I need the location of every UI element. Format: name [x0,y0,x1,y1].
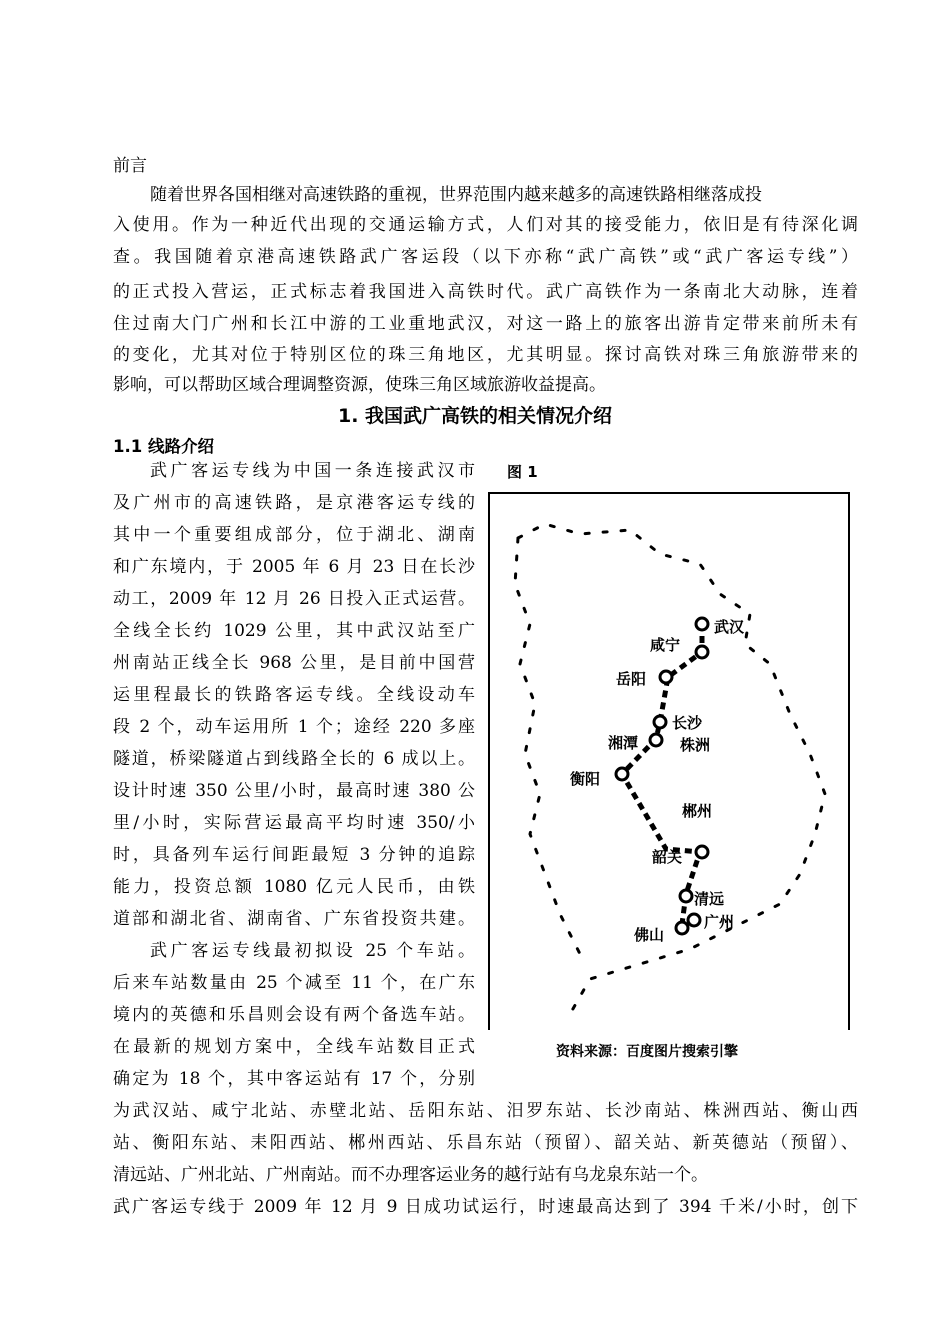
body-line: 运里程最长的铁路客运专线。全线设动车 [113,685,475,705]
station-label: 韶关 [652,848,683,866]
rail-line [622,624,702,924]
station-label: 湘潭 [608,734,639,752]
station-label: 长沙 [672,714,703,732]
body-line: 全线全长约 1029 公里，其中武汉站至广 [113,621,475,641]
body-line: 后来车站数量由 25 个减至 11 个，在广东 [113,973,475,993]
body-line: 州南站正线全长 968 公里，是目前中国营 [113,653,475,673]
station-marker [650,734,662,746]
body-line: 为武汉站、咸宁北站、赤壁北站、岳阳东站、汨罗东站、长沙南站、株洲西站、衡山西 [113,1101,858,1121]
body-line: 确定为 18 个，其中客运站有 17 个，分别 [113,1069,475,1089]
body-line: 武广客运专线最初拟设 25 个车站。 [150,941,475,961]
station-label: 株洲 [680,736,711,754]
preface-line: 影响，可以帮助区域合理调整资源，使珠三角区域旅游收益提高。 [113,375,606,395]
figure-label: 图 1 [507,463,538,481]
station-marker [654,716,666,728]
preface-line: 的正式投入营运，正式标志着我国进入高铁时代。武广高铁作为一条南北大动脉，连着 [113,282,858,302]
body-line: 及广州市的高速铁路，是京港客运专线的 [113,493,475,513]
preface-title: 前言 [113,156,147,176]
body-line: 境内的英德和乐昌则会设有两个备选车站。 [113,1005,475,1025]
body-line: 动工，2009 年 12 月 26 日投入正式运营。 [113,589,475,609]
station-label: 广州 [704,913,735,931]
station-label: 岳阳 [616,670,647,688]
body-line: 其中一个重要组成部分，位于湖北、湖南 [113,525,475,545]
body-line: 里/小时，实际营运最高平均时速 350/小 [113,813,475,833]
station-marker [696,646,708,658]
station-marker [660,671,672,683]
station-marker [696,846,708,858]
body-line: 道部和湖北省、湖南省、广东省投资共建。 [113,909,475,929]
rail-map [490,494,848,1030]
body-line: 设计时速 350 公里/小时，最高时速 380 公 [113,781,475,801]
station-marker [680,890,692,902]
body-line: 和广东境内，于 2005 年 6 月 23 日在长沙 [113,557,475,577]
body-line: 隧道，桥梁隧道占到线路全长的 6 成以上。 [113,749,475,769]
figure-source: 资料来源：百度图片搜索引擎 [556,1044,738,1060]
body-line: 能力，投资总额 1080 亿元人民币，由铁 [113,877,475,897]
station-marker [616,768,628,780]
station-label: 清远 [694,890,725,908]
body-line: 清远站、广州北站、广州南站。而不办理客运业务的越行站有乌龙泉东站一个。 [113,1165,708,1185]
body-line: 在最新的规划方案中，全线车站数目正式 [113,1037,475,1057]
station-marker [696,618,708,630]
subsection-heading: 1.1 线路介绍 [113,437,214,456]
section-heading: 1. 我国武广高铁的相关情况介绍 [337,405,613,427]
preface-line: 查。我国随着京港高速铁路武广客运段（以下亦称“武广高铁”或“武广客运专线”） [113,247,858,267]
station-marker [688,914,700,926]
body-line: 武广客运专线为中国一条连接武汉市 [150,461,475,481]
figure-frame [488,492,850,1030]
body-line: 站、衡阳东站、耒阳西站、郴州西站、乐昌东站（预留）、韶关站、新英德站（预留）、 [113,1133,858,1153]
body-line: 武广客运专线于 2009 年 12 月 9 日成功试运行，时速最高达到了 394 千米/小时，创下 [113,1197,858,1217]
station-label: 咸宁 [650,636,681,654]
station-label: 郴州 [682,802,713,820]
station-label: 衡阳 [570,770,601,788]
preface-line: 随着世界各国相继对高速铁路的重视，世界范围内越来越多的高速铁路相继落成投 [150,185,762,205]
preface-line: 住过南大门广州和长江中游的工业重地武汉，对这一路上的旅客出游肯定带来前所未有 [113,314,858,334]
body-line: 段 2 个，动车运用所 1 个；途经 220 多座 [113,717,475,737]
station-label: 佛山 [634,926,665,944]
preface-line: 入使用。作为一种近代出现的交通运输方式，人们对其的接受能力，依旧是有待深化调 [113,215,858,235]
preface-line: 的变化，尤其对位于特别区位的珠三角地区，尤其明显。探讨高铁对珠三角旅游带来的 [113,345,858,365]
station-label: 武汉 [714,618,745,636]
body-line: 时，具备列车运行间距最短 3 分钟的追踪 [113,845,475,865]
station-marker [676,922,688,934]
map-outline [515,524,825,1014]
